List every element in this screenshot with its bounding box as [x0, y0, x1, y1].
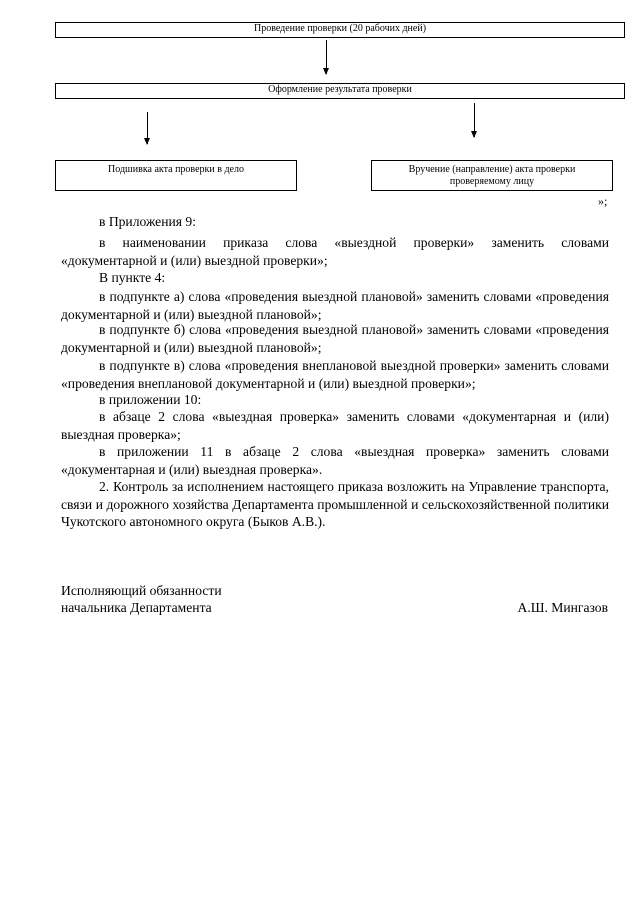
amendment-paragraph: в абзаце 2 слова «выездная проверка» заменить словами «документарная и (или) выездная проверка»; — [61, 409, 609, 442]
amendment-paragraph: в наименовании приказа слова «выездной проверки» заменить словами «документарной и (или) выездной проверки»; — [61, 235, 609, 268]
flowchart-box-deliver — [371, 160, 613, 191]
closing-quote-mark: »; — [598, 194, 608, 208]
arrow-down-icon — [474, 103, 475, 137]
control-clause: 2. Контроль за исполнением настоящего приказа возложить на Управление транспорта, связи и дорожного хозяйства Департамента промышленной и сельскохозяйственной политики Чукотского автономного округа (Быков А.В.). — [61, 479, 609, 530]
flowchart-box-result-label: Оформление результата проверки — [268, 84, 412, 95]
amendment-paragraph: В пункте 4: — [99, 270, 166, 285]
amendment-paragraph: в приложении 10: — [99, 392, 202, 407]
flowchart-box-result — [55, 83, 625, 99]
amendment-paragraph: в подпункте б) слова «проведения выездной плановой» заменить словами «проведения документарной и (или) выездной плановой»; — [61, 322, 609, 355]
arrow-down-icon — [147, 112, 148, 144]
amendment-paragraph: в подпункте в) слова «проведения внеплановой выездной проверки» заменить словами «проведения внеплановой документарной и (или) выездной проверки»; — [61, 358, 609, 391]
flowchart-box-deliver-line2: проверяемому лицу — [449, 176, 535, 187]
flowchart-box-file-label: Подшивка акта проверки в дело — [108, 164, 244, 175]
flowchart-box-file — [55, 160, 297, 191]
flowchart-box-check-label: Проведение проверки (20 рабочих дней) — [253, 23, 427, 34]
arrow-down-icon — [326, 40, 327, 74]
flowchart-box-deliver-line1: Вручение (направление) акта проверки — [408, 164, 576, 175]
flowchart-box-check — [55, 22, 625, 38]
amendment-paragraph: в приложении 11 в абзаце 2 слова «выездная проверка» заменить словами «документарная и (или) выездная проверка». — [61, 444, 609, 477]
signature-name: А.Ш. Мингазов — [517, 600, 608, 615]
signature-title-line2: начальника Департамента — [61, 600, 212, 615]
signature-title-line1: Исполняющий обязанности — [61, 583, 222, 598]
amendment-paragraph: в подпункте а) слова «проведения выездной плановой» заменить словами «проведения документарной и (или) выездной плановой»; — [61, 289, 609, 322]
amendment-paragraph: в Приложения 9: — [99, 214, 196, 229]
